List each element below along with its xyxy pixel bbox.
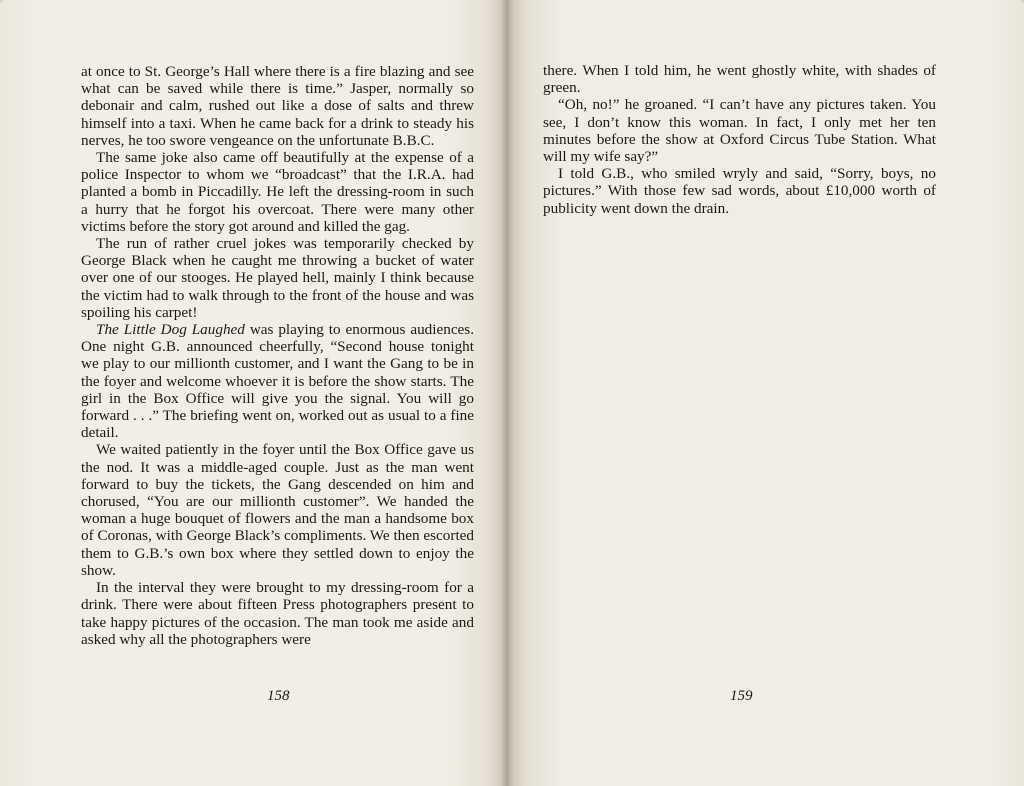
paragraph: I told G.B., who smiled wryly and said, “Sorry, boys, no pictures.” With those few sad words, about £10,000 worth of publicity went down the drain. <box>543 165 936 217</box>
paragraph: “Oh, no!” he groaned. “I can’t have any pictures taken. You see, I don’t know this woman. In fact, I only met her ten minutes before the show at Oxford Circus Tube Station. What will my wife say?” <box>543 96 936 166</box>
paragraph: The run of rather cruel jokes was temporarily checked by George Black when he caught me throwing a bucket of water over one of our stooges. He played hell, mainly I think because the victim had to walk through to the front of the house and was spoiling his carpet! <box>81 235 474 321</box>
page-number-right: 159 <box>730 688 753 704</box>
paragraph: In the interval they were brought to my dressing-room for a drink. There were about fifteen Press photographers present to take happy pictures of the occasion. The man took me aside and asked why all the photographers were <box>81 579 474 648</box>
paragraph: there. When I told him, he went ghostly white, with shades of green. <box>543 62 936 97</box>
paragraph: The same joke also came off beautifully at the expense of a police Inspector to whom we “broadcast” that the I.R.A. had planted a bomb in Piccadilly. He left the dressing-room in such a hurry that he forgot his overcoat. There were many other victims before the story got around and killed the gag. <box>81 149 474 235</box>
page-number-left: 158 <box>267 688 290 704</box>
right-page-text <box>543 62 936 217</box>
italic-title: The Little Dog Laughed <box>96 321 245 339</box>
paragraph-body: was playing to enormous audiences. One night G.B. announced cheerfully, “Second house tonight we play to our millionth customer, and I want the Gang to be in the foyer and welcome whoever it is before the show starts. The girl in the Box Office will give you the signal. You will go forward . . .” The briefing went on, worked out as usual to a fine detail. <box>81 321 475 442</box>
book-gutter <box>500 0 516 786</box>
paragraph-with-title <box>81 321 474 441</box>
paragraph: at once to St. George’s Hall where there is a fire blazing and see what can be saved while there is time.” Jasper, normally so debonair and calm, rushed out like a dose of salts and threw himself into a taxi. When he came back for a drink to steady his nerves, he too swore vengeance on the unfortunate B.B.C. <box>81 63 474 149</box>
left-page-text <box>81 63 474 648</box>
paragraph: We waited patiently in the foyer until the Box Office gave us the nod. It was a middle-aged couple. Just as the man went forward to buy the tickets, the Gang descended on him and chorused, “You are our millionth customer”. We handed the woman a huge bouquet of flowers and the man a handsome box of Coronas, with George Black’s compliments. We then escorted them to G.B.’s own box where they settled down to enjoy the show. <box>81 441 475 579</box>
